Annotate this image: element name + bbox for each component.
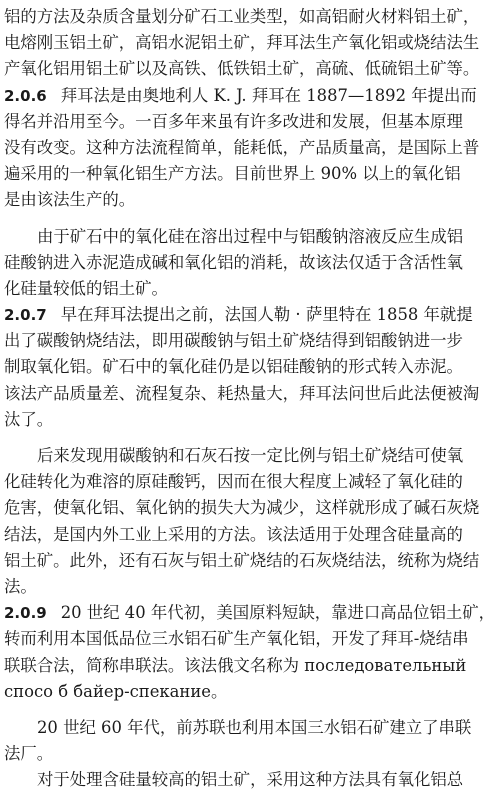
text-line: 后来发现用碳酸钠和石灰石按一定比例与铝土矿烧结可使氧 bbox=[37, 446, 464, 465]
paragraph-soda-lime-sintering bbox=[4, 443, 494, 600]
text-line: 电熔刚玉铝土矿，高铝水泥铝土矿，拜耳法生产氧化铝或烧结法生 bbox=[4, 33, 480, 53]
paragraph-soviet-plant bbox=[4, 715, 494, 767]
text-line bbox=[4, 302, 494, 328]
paragraph-high-silica-ore bbox=[4, 767, 494, 793]
clause-2-0-9 bbox=[4, 600, 494, 705]
text-line: 结法，是国内外工业上采用的方法。该法适用于处理含硅量高的 bbox=[4, 524, 463, 544]
text-line: 法。 bbox=[4, 576, 37, 596]
text-line bbox=[4, 600, 494, 626]
text-line: 是由该法生产的。 bbox=[4, 190, 136, 210]
clause-number: 2.0.7 bbox=[4, 306, 47, 325]
clause-2-0-6 bbox=[4, 83, 494, 214]
clause-number: 2.0.9 bbox=[4, 604, 47, 623]
paragraph-gap bbox=[4, 433, 494, 443]
text-line bbox=[4, 83, 494, 109]
text-line: 汰了。 bbox=[4, 409, 54, 429]
paragraph-gap bbox=[4, 214, 494, 224]
text-line: 硅酸钠进入赤泥造成碱和氧化铝的消耗，故该法仅适于含活性氧 bbox=[4, 252, 463, 272]
text-line: 铝的方法及杂质含量划分矿石工业类型，如高铝耐火材料铝土矿， bbox=[4, 7, 480, 26]
clause-text: 早在拜耳法提出之前，法国人勒 · 萨里特在 1858 年就提 bbox=[60, 305, 473, 325]
text-line: 化硅转化为难溶的原硅酸钙，因而在很大程度上减轻了氧化硅的 bbox=[4, 472, 463, 492]
text-line: 该法产品质量差、流程复杂、耗热量大，拜耳法问世后此法便被淘 bbox=[4, 383, 480, 403]
text-line: 对于处理含硅量较高的铝土矿，采用这种方法具有氧化铝总 bbox=[37, 770, 464, 790]
paragraph-ore-types bbox=[4, 4, 494, 83]
paragraph-gap bbox=[4, 705, 494, 715]
clause-2-0-7 bbox=[4, 302, 494, 433]
text-line: 没有改变。这种方法流程简单，能耗低，产品质量高，是国际上普 bbox=[4, 137, 480, 157]
text-line: 出了碳酸钠烧结法，即用碳酸钠与铝土矿烧结得到铝酸钠进一步 bbox=[4, 331, 463, 351]
text-line: 由于矿石中的氧化硅在溶出过程中与铝酸钠溶液反应生成铝 bbox=[37, 226, 464, 246]
text-line: спосо б байер-спекание。 bbox=[4, 681, 228, 701]
text-line: 20 世纪 60 年代，前苏联也利用本国三水铝石矿建立了串联 bbox=[37, 717, 472, 737]
text-line: 制取氧化铝。矿石中的氧化硅仍是以铝硅酸钠的形式转入赤泥。 bbox=[4, 357, 463, 377]
clause-text: 20 世纪 40 年代初，美国原料短缺，靠进口高品位铝土矿， bbox=[60, 603, 496, 623]
text-line: 化硅量较低的铝土矿。 bbox=[4, 278, 168, 298]
clause-text: 拜耳法是由奥地利人 K. J. 拜耳在 1887—1892 年提出而 bbox=[60, 85, 477, 105]
text-line: 法厂。 bbox=[4, 744, 54, 764]
text-line: 产氧化铝用铝土矿以及高铁、低铁铝土矿，高硫、低硫铝土矿等。 bbox=[4, 59, 480, 79]
text-line: 遍采用的一种氧化铝生产方法。目前世界上 90% 以上的氧化铝 bbox=[4, 164, 461, 184]
text-line: 铝土矿。此外，还有石灰与铝土矿烧结的石灰烧结法，统称为烧结 bbox=[4, 550, 480, 570]
text-line: 得名并沿用至今。一百多年来虽有许多改进和发展，但基本原理 bbox=[4, 111, 463, 131]
text-line: 转而利用本国低品位三水铝石矿生产氧化铝，开发了拜耳-烧结串 bbox=[4, 629, 469, 649]
text-line: 危害，使氧化铝、氧化钠的损失大为减少，这样就形成了碱石灰烧 bbox=[4, 498, 480, 518]
paragraph-silica-loss bbox=[4, 224, 494, 303]
text-line: 联联合法，简称串联法。该法俄文名称为 последовательный bbox=[4, 655, 467, 675]
clause-number: 2.0.6 bbox=[4, 86, 47, 105]
